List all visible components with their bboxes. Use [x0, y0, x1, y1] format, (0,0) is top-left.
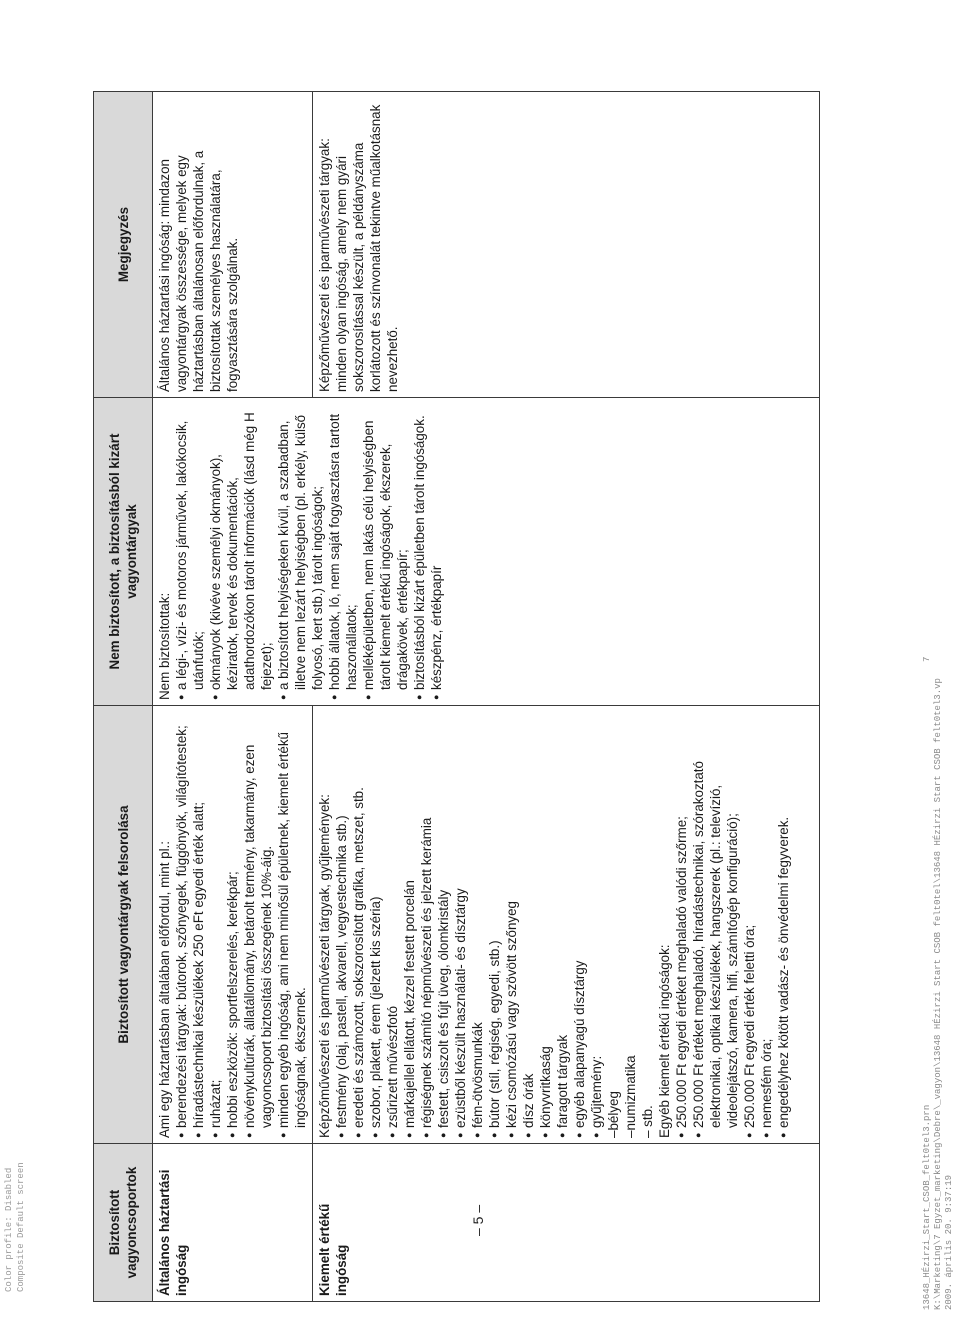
list-item: ● hobbi eszközök: sportfelszerelés, kerékpár;: [224, 711, 241, 1138]
list-item: ● szobor, plakett, érem (jelzett kis széria): [367, 711, 384, 1138]
list-item: ● eredeti és számozott, sokszorosított grafika, metszet, stb.: [350, 711, 367, 1138]
listing-intro-other: Egyéb kiemelt értékű ingóságok:: [657, 944, 672, 1138]
list-item: ● a légi-, vízi- és motoros járművek, lakókocsik, utánfutók;: [173, 403, 207, 700]
list-item: ● márkajellel ellátott, kézzel festett porcelán: [401, 711, 418, 1138]
header-excluded: Nem biztosított, a biztosításból kizárt vagyontárgyak: [94, 398, 153, 706]
list-item: ● növénykultúrák, állatállomány, betárolt termény, takarmány, ezen vagyoncsoport biztosítási összegének 10%-áig.: [241, 711, 275, 1138]
listing-intro: Ami egy háztartásban általában előfordul, mint pl.:: [157, 841, 172, 1138]
listing-intro: Képzőművészeti és iparművészeti tárgyak, gyűjtemények:: [317, 794, 332, 1138]
list-item: ● biztosításból kizárt épületben tárolt ingóságok.: [411, 403, 428, 700]
list-item: ● fém-ötvösmunkák: [469, 711, 486, 1138]
list-item: ● kézi csomózású vagy szövött szőnyeg: [503, 711, 520, 1138]
list-item: –numizmatika: [623, 1055, 638, 1138]
category-cell: Általános háztartási ingóság: [153, 1144, 313, 1302]
list-item: ● híradástechnikai készülékek 250 eFt egyedi érték alatt;: [190, 711, 207, 1138]
listing-cell: [153, 706, 313, 1144]
header-listing: Biztosított vagyontárgyak felsorolása: [94, 706, 153, 1144]
excluded-cell: [153, 398, 820, 706]
list-item: ● hobbi állatok, ló, nem saját fogyasztásra tartott haszonállatok;: [326, 403, 360, 700]
list-item: ● okmányok (kivéve személyi okmányok), kéziratok, tervek és dokumentációk, adathordozókon tárolt információk (lásd még H fejezet);: [207, 403, 275, 700]
list-item: ● könyvritkaság: [537, 711, 554, 1138]
notes-cell: Képzőművészeti és iparművészeti tárgyak: minden olyan ingóság, amely nem gyári sokszorosítással készült, a példányszáma korlátozott és színvonalát tekintve műalkotásnak nevezhető.: [313, 92, 820, 398]
page-number: – 5 –: [470, 1204, 486, 1236]
notes-cell: Általános háztartási ingóság: mindazon vagyontárgyak összessége, melyek egy háztartásban általánosan előfordulnak, a biztosítottak személyes használatára, fogyasztására szolgálnak.: [153, 92, 313, 398]
list-item: ● dísz órák: [520, 711, 537, 1138]
list-item: ● 250.000 Ft értéket meghaladó, híradástechnikai, szórakoztató elektronikai, optikai készülékek, hangszerek (pl.: televízió, videolejátszó, kamera, hifi, számítógép konfiguráció);: [690, 711, 741, 1138]
list-item: ● festmény (olaj, pastell, akvarell, vegyestechnika stb.): [333, 711, 350, 1138]
list-item: ● festett, csiszolt és fújt üveg, ólomkristály: [435, 711, 452, 1138]
list-item: ● faragott tárgyak: [554, 711, 571, 1138]
list-item: ● 250.000 Ft egyedi érték feletti óra;: [741, 711, 758, 1138]
list-item: ● gyűjtemény:: [588, 711, 605, 1138]
list-item: – stb.: [640, 1105, 655, 1138]
list-item: ● minden egyéb ingóság, ami nem minősül épületnek, kiemelt értékű ingóságnak, ékszernek.: [275, 711, 309, 1138]
footer-file-line: 13648_HÉzirzi_Start_CSOB_felt0tel3.prn: [922, 1104, 932, 1310]
list-item: ● régiségnek számító népművészeti és jelzett kerámia: [418, 711, 435, 1138]
table-row: [153, 92, 313, 1302]
footer-page-number: 7: [922, 656, 932, 662]
list-item: ● bútor (stíl, régiség, egyedi, stb.): [486, 711, 503, 1138]
list-item: ● ezüstből készült használati- és dísztárgy: [452, 711, 469, 1138]
list-item: ● engedélyhez kötött vadász- és önvédelmi fegyverek.: [775, 711, 792, 1138]
list-item: –bélyeg: [606, 1091, 621, 1138]
margin-screen: Composite Default screen: [16, 1162, 26, 1292]
footer-date-line: 2009. április 20. 9:37:19: [944, 1174, 954, 1310]
list-item: ● berendezési tárgyak: bútorok, szőnyegek, függönyök, világítótestek;: [173, 711, 190, 1138]
list-item: ● egyéb alapanyagú dísztárgy: [571, 711, 588, 1138]
list-item: ● a biztosított helyiségeken kívül, a szabadban, illetve nem lezárt helyiségben (pl. erkély, külső folyosó, kert stb.) tárolt ingóságok;: [275, 403, 326, 700]
excluded-intro: Nem biztosítottak:: [157, 592, 172, 700]
list-item: ● zsűrizett művészfotó: [384, 711, 401, 1138]
list-item: ● 250.000 Ft egyedi értéket meghaladó valódi szőrme;: [673, 711, 690, 1138]
header-groups: Biztosított vagyoncsoportok: [94, 1144, 153, 1302]
category-cell: Kiemelt értékű ingóság: [313, 1144, 820, 1302]
listing-cell: [313, 706, 820, 1144]
list-item: ● nemesfém óra;: [758, 711, 775, 1138]
footer-path-line: K:\Marketing\7 Egyzet_marketing\Debre\_vagyon\13648 HÉzirzi Start CSOB felt0tel\13648 HÉzirzi Start CSOB felt0tel3.vp: [933, 678, 943, 1310]
margin-color-profile: Color profile: Disabled: [4, 1167, 14, 1292]
list-item: ● készpénz, értékpapír: [428, 403, 445, 700]
insurance-table: [93, 92, 820, 1302]
header-notes: Megjegyzés: [94, 92, 153, 398]
list-item: ● melléképületben, nem lakás célú helyiségben tárolt kiemelt értékű ingóságok, ékszerek, drágakövek, értékpapír;: [360, 403, 411, 700]
list-item: ● ruházat;: [207, 711, 224, 1138]
